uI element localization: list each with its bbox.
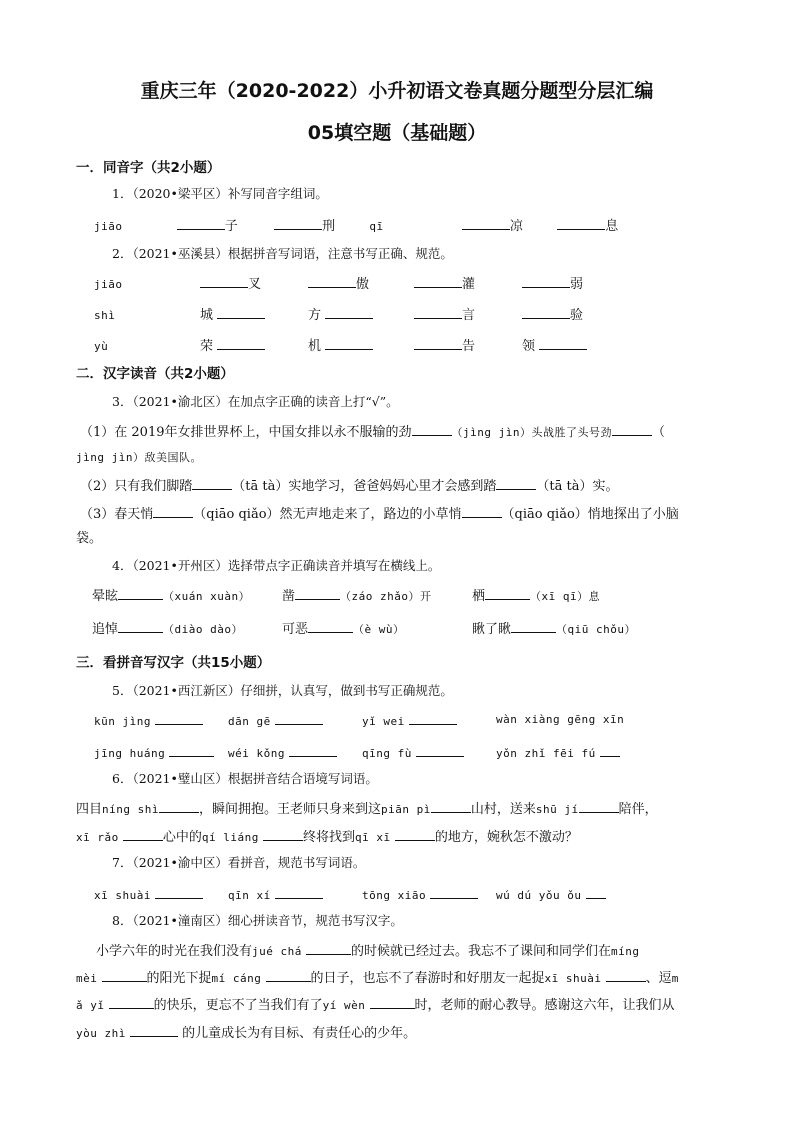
char: 领: [522, 339, 536, 354]
pinyin: xī shuài: [94, 889, 151, 902]
word: 瞅了瞅: [472, 622, 512, 637]
text: （qiāo qiǎo）然无声地走来了，路边的小草悄: [193, 507, 462, 522]
q2-r3-c2: [308, 338, 373, 353]
answer-blank[interactable]: [275, 887, 323, 899]
q2-r3-c1: [200, 338, 265, 353]
answer-blank[interactable]: [130, 1025, 178, 1037]
q8-line-1: [96, 943, 640, 958]
char: 方: [308, 308, 322, 323]
answer-blank[interactable]: [579, 801, 619, 813]
text: （jìng jìn）头战胜了头号劲: [451, 426, 612, 439]
answer-blank[interactable]: [153, 506, 193, 518]
word: 凿: [282, 589, 296, 604]
pinyin: m: [671, 972, 679, 985]
char: 灌: [462, 277, 476, 292]
answer-blank[interactable]: [159, 801, 199, 813]
answer-blank[interactable]: [557, 218, 605, 230]
q7-c4: [496, 887, 606, 902]
pinyin-options: （xuán xuàn）: [163, 590, 251, 603]
answer-blank[interactable]: [266, 970, 311, 982]
text: （2）只有我们脚踏: [80, 479, 193, 494]
answer-blank[interactable]: [606, 970, 646, 982]
pinyin: níng shì: [102, 803, 159, 816]
q7-c3: [362, 887, 478, 902]
question-6-stem: 6．（2021•璧山区）根据拼音结合语境写词语。: [112, 771, 378, 786]
answer-blank[interactable]: [217, 338, 265, 350]
answer-blank[interactable]: [409, 713, 457, 725]
question-1-stem: 1．（2020•梁平区）补写同音字组词。: [112, 186, 328, 201]
pinyin: qī: [369, 220, 384, 233]
answer-blank[interactable]: [485, 588, 530, 600]
q4-item-b1: [92, 621, 243, 636]
answer-blank[interactable]: [308, 276, 356, 288]
q4-item-a1: [92, 588, 250, 603]
answer-blank[interactable]: [416, 745, 464, 757]
answer-blank[interactable]: [612, 424, 652, 436]
answer-blank[interactable]: [177, 218, 225, 230]
answer-blank[interactable]: [306, 943, 351, 955]
answer-blank[interactable]: [325, 307, 373, 319]
pinyin: shū jí: [535, 803, 579, 816]
text: 山村，送来: [470, 802, 536, 817]
word: 可恶: [282, 622, 309, 637]
answer-blank[interactable]: [289, 745, 337, 757]
pinyin: yòu zhì: [76, 1027, 126, 1040]
pinyin: qīn xí: [228, 889, 271, 902]
q8-line-2: [76, 970, 679, 985]
pinyin: yí wèn: [322, 999, 366, 1012]
pinyin: jiāo: [94, 220, 123, 233]
q6-line-2: [76, 829, 578, 844]
answer-blank[interactable]: [155, 887, 203, 899]
q2-r1-c4: [522, 276, 583, 291]
q5-r1-c4: [496, 713, 624, 726]
pinyin: kūn jìng: [94, 715, 151, 728]
text: 小学六年的时光在我们没有: [96, 944, 253, 959]
text: （qiāo qiǎo）悄地探出了小脑: [501, 507, 679, 522]
char: 告: [462, 339, 476, 354]
pinyin: piān pì: [381, 803, 431, 816]
section-heading-2: 二．汉字读音（共2小题）: [76, 366, 234, 382]
pinyin: ǎ yǐ: [76, 999, 105, 1012]
pinyin-options: （diào dào）: [163, 623, 243, 636]
answer-blank[interactable]: [118, 588, 163, 600]
answer-blank[interactable]: [522, 276, 570, 288]
text: 四目: [76, 802, 103, 817]
q2-r1-c2: [308, 276, 369, 291]
q3-line-1: [80, 424, 665, 439]
char: 城: [200, 308, 214, 323]
text: （tā tà）实。: [536, 479, 619, 494]
q4-item-a2: [282, 588, 432, 603]
section-heading-3: 三．看拼音写汉字（共15小题）: [76, 655, 271, 671]
answer-blank[interactable]: [414, 338, 462, 350]
char: 荣: [200, 339, 214, 354]
answer-blank[interactable]: [370, 997, 415, 1009]
question-7-stem: 7．（2021•渝中区）看拼音，规范书写词语。: [112, 855, 366, 870]
char: 弱: [570, 277, 584, 292]
answer-blank[interactable]: [539, 338, 587, 350]
q8-line-4: [76, 1025, 416, 1040]
pinyin: yǐ wei: [362, 715, 405, 728]
q7-c1: [94, 887, 203, 902]
text: （: [651, 425, 665, 440]
answer-blank[interactable]: [275, 713, 323, 725]
answer-blank[interactable]: [395, 829, 435, 841]
pinyin-options: （xī qī）息: [530, 590, 601, 603]
q2-r3-c3: [414, 338, 475, 353]
q2-r2-c1: [200, 307, 265, 322]
pinyin: jīng huáng: [94, 747, 166, 760]
answer-blank[interactable]: [263, 829, 303, 841]
text: 的快乐，更忘不了当我们有了: [153, 998, 323, 1013]
answer-blank[interactable]: [462, 506, 502, 518]
q5-r2-c2: [228, 745, 337, 760]
answer-blank[interactable]: [600, 745, 620, 757]
answer-blank[interactable]: [200, 276, 248, 288]
answer-blank[interactable]: [118, 621, 163, 633]
text: 时，老师的耐心教导。感谢这六年，让我们从: [414, 998, 675, 1013]
answer-blank[interactable]: [462, 218, 510, 230]
pinyin: mèi: [76, 972, 98, 985]
question-1-row: [94, 218, 734, 233]
text: （1）在 2019年女排世界杯上，中国女排以永不服输的劲: [80, 425, 412, 440]
text: （3）春天悄: [80, 507, 154, 522]
q2-r3-c4: [522, 338, 587, 353]
q2-r2-c3: [414, 307, 475, 322]
answer-blank[interactable]: [308, 621, 353, 633]
char: 子: [224, 219, 238, 234]
answer-blank[interactable]: [414, 276, 462, 288]
page-subtitle: 05填空题（基础题）: [307, 122, 487, 144]
word: 追悼: [92, 622, 119, 637]
pinyin: qí liáng: [201, 831, 259, 844]
q8-line-3: [76, 997, 675, 1012]
text: 、逗: [645, 971, 672, 986]
text: （tā tà）实地学习，爸爸妈妈心里才会感到踏: [232, 479, 497, 494]
pinyin: dān gē: [228, 715, 271, 728]
q3-line-3: [80, 478, 618, 493]
q5-r1-c1: [94, 713, 203, 728]
answer-blank[interactable]: [295, 588, 340, 600]
q3-line-5: 袋。: [76, 531, 103, 546]
q7-c2: [228, 887, 323, 902]
text: 陪伴，: [618, 802, 658, 817]
answer-blank[interactable]: [496, 478, 536, 490]
question-3-stem: 3．（2021•渝北区）在加点字正确的读音上打“√”。: [112, 394, 399, 409]
char: 凉: [509, 219, 523, 234]
word: 晕眩: [92, 589, 119, 604]
answer-blank[interactable]: [431, 801, 471, 813]
pinyin: xī shuài: [544, 972, 602, 985]
char: 息: [605, 219, 619, 234]
q4-item-b2: [282, 621, 405, 636]
text: 的时候就已经过去。我忘不了课间和同学们在: [351, 944, 612, 959]
char: 机: [308, 339, 322, 354]
q2-r2-c2: [308, 307, 373, 322]
answer-blank[interactable]: [155, 713, 203, 725]
char: 验: [570, 308, 584, 323]
answer-blank[interactable]: [123, 829, 163, 841]
pinyin: wú dú yǒu ǒu: [496, 889, 582, 902]
pinyin-options: （qiū chǒu）: [556, 623, 636, 636]
q5-r2-c1: [94, 745, 214, 760]
pinyin: míng: [611, 945, 640, 958]
q2-r2-c4: [522, 307, 583, 322]
q4-item-b3: [472, 621, 636, 636]
word: 栖: [472, 589, 486, 604]
text: 的儿童成长为有目标、有责任心的少年。: [182, 1026, 417, 1041]
q5-r1-c3: [362, 713, 457, 728]
q6-line-1: [76, 801, 658, 816]
pinyin: qī xī: [355, 831, 391, 844]
pinyin: tōng xiāo: [362, 889, 427, 902]
text: 的阳光下捉: [146, 971, 212, 986]
pinyin: wàn xiàng gēng xīn: [496, 713, 625, 726]
pinyin: yǒn zhǐ fēi fú: [496, 747, 596, 760]
pinyin-options: （záo zhǎo）开: [340, 590, 432, 603]
answer-blank[interactable]: [412, 424, 452, 436]
q5-r2-c4: [496, 745, 620, 760]
char: 刑: [322, 219, 336, 234]
question-8-stem: 8．（2021•潼南区）细心拼读音节，规范书写汉字。: [112, 913, 403, 928]
pinyin: xī rǎo: [76, 831, 119, 844]
answer-blank[interactable]: [192, 478, 232, 490]
question-4-stem: 4．（2021•开州区）选择带点字正确读音并填写在横线上。: [112, 558, 441, 573]
q5-r1-c2: [228, 713, 323, 728]
text: 的日子，也忘不了春游时和好朋友一起捉: [310, 971, 545, 986]
pinyin: jiāo: [94, 278, 123, 291]
text: 心中的: [162, 830, 202, 845]
answer-blank[interactable]: [109, 997, 154, 1009]
answer-blank[interactable]: [217, 307, 265, 319]
answer-blank[interactable]: [586, 887, 606, 899]
q2-r1-c3: [414, 276, 475, 291]
pinyin: yù: [94, 340, 109, 353]
section-heading-1: 一．同音字（共2小题）: [76, 160, 221, 176]
answer-blank[interactable]: [325, 338, 373, 350]
pinyin-options: （è wù）: [353, 623, 405, 636]
answer-blank[interactable]: [522, 307, 570, 319]
q4-item-a3: [472, 588, 600, 603]
q3-line-4: [80, 506, 679, 521]
text: 的地方，婉秋怎不激动？: [434, 830, 578, 845]
pinyin: qīng fù: [362, 747, 412, 760]
question-5-stem: 5．（2021•西江新区）仔细拼，认真写，做到书写正确规范。: [112, 683, 453, 698]
q3-line-2: jìng jìn）敌美国队。: [76, 451, 202, 464]
pinyin: shì: [94, 309, 116, 322]
char: 言: [462, 308, 476, 323]
pinyin: mí cáng: [211, 972, 262, 985]
pinyin: jué chá: [252, 945, 302, 958]
answer-blank[interactable]: [274, 218, 322, 230]
answer-blank[interactable]: [102, 970, 147, 982]
answer-blank[interactable]: [430, 887, 478, 899]
page-title: 重庆三年（2020-2022）小升初语文卷真题分题型分层汇编: [140, 80, 654, 102]
q2-r1-c1: [200, 276, 261, 291]
text: 终将找到: [303, 830, 356, 845]
answer-blank[interactable]: [414, 307, 462, 319]
char: 叉: [248, 277, 262, 292]
question-2-stem: 2．（2021•巫溪县）根据拼音写词语，注意书写正确、规范。: [112, 246, 453, 261]
text: ，瞬间拥抱。王老师只身来到这: [199, 802, 382, 817]
q5-r2-c3: [362, 745, 464, 760]
answer-blank[interactable]: [169, 745, 214, 757]
char: 傲: [356, 277, 370, 292]
answer-blank[interactable]: [511, 621, 556, 633]
pinyin: wéi kǒng: [228, 747, 285, 760]
